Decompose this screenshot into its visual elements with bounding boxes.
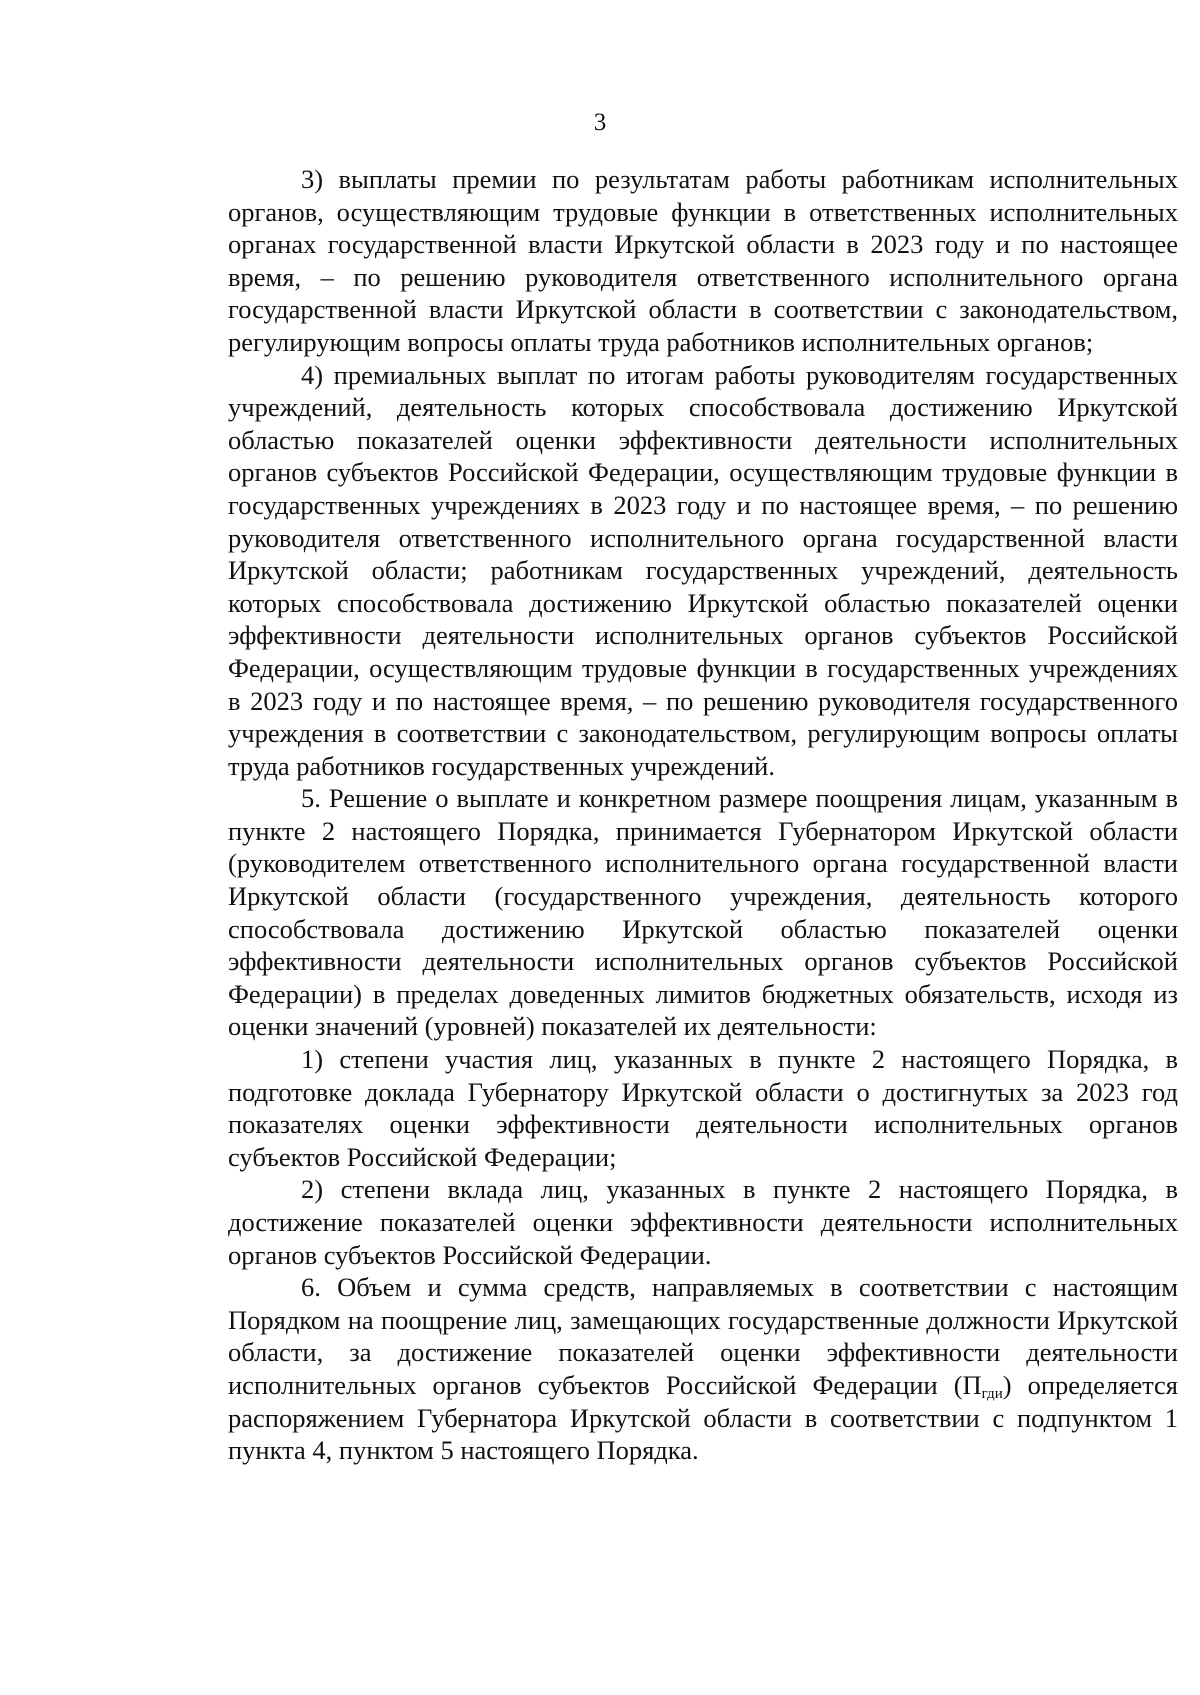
paragraph-5: 5. Решение о выплате и конкретном размере поощрения лицам, указанным в пункте 2 настоящего Порядка, принимается Губернатором Иркутской области (руководителем ответственного исполнительного органа государственной власти Иркутской области (государственного учреждения, деятельность которого способствовала достижению Иркутской областью показателей оценки эффективности деятельности исполнительных органов субъектов Российской Федерации) в пределах доведенных лимитов бюджетных обязательств, исходя из оценки значений (уровней) показателей их деятельности:: [228, 783, 1178, 1042]
page-number: 3: [593, 109, 607, 136]
paragraph-5-item-2: 2) степени вклада лиц, указанных в пункте 2 настоящего Порядка, в достижение показателей оценки эффективности деятельности исполнительных органов субъектов Российской Федерации.: [228, 1174, 1178, 1270]
paragraph-6-text-after: ) определяется распоряжением Губернатора Иркутской области в соответствии с подпунктом 1 пункта 4, пунктом 5 настоящего Порядка.: [228, 1369, 1178, 1466]
document-body: [228, 163, 1178, 1467]
paragraph-6-subscript: гди: [981, 1385, 1003, 1402]
paragraph-5-item-1: 1) степени участия лиц, указанных в пункте 2 настоящего Порядка, в подготовке доклада Губернатору Иркутской области о достигнутых за 2023 год показателях оценки эффективности деятельности исполнительных органов субъектов Российской Федерации;: [228, 1044, 1178, 1172]
paragraph-6-text-before: 6. Объем и сумма средств, направляемых в соответствии с настоящим Порядком на поощрение лиц, замещающих государственные должности Иркутской области, за достижение показателей оценки эффективности деятельности исполнительных органов субъектов Российской Федерации (П: [228, 1272, 1178, 1400]
paragraph-6: [228, 1271, 1178, 1467]
paragraph-4-item: 4) премиальных выплат по итогам работы руководителям государственных учреждений, деятельность которых способствовала достижению Иркутской областью показателей оценки эффективности деятельности исполнительных органов субъектов Российской Федерации, осуществляющим трудовые функции в государственных учреждениях в 2023 году и по настоящее время, – по решению руководителя ответственного исполнительного органа государственной власти Иркутской области; работникам государственных учреждений, деятельность которых способствовала достижению Иркутской областью показателей оценки эффективности деятельности исполнительных органов субъектов Российской Федерации, осуществляющим трудовые функции в государственных учреждениях в 2023 году и по настоящее время, – по решению руководителя государственного учреждения в соответствии с законодательством, регулирующим вопросы оплаты труда работников государственных учреждений.: [228, 359, 1178, 781]
paragraph-3-item: 3) выплаты премии по результатам работы работникам исполнительных органов, осуществляющим трудовые функции в ответственных исполнительных органах государственной власти Иркутской области в 2023 году и по настоящее время, – по решению руководителя ответственного исполнительного органа государственной власти Иркутской области в соответствии с законодательством, регулирующим вопросы оплаты труда работников исполнительных органов;: [228, 164, 1178, 357]
